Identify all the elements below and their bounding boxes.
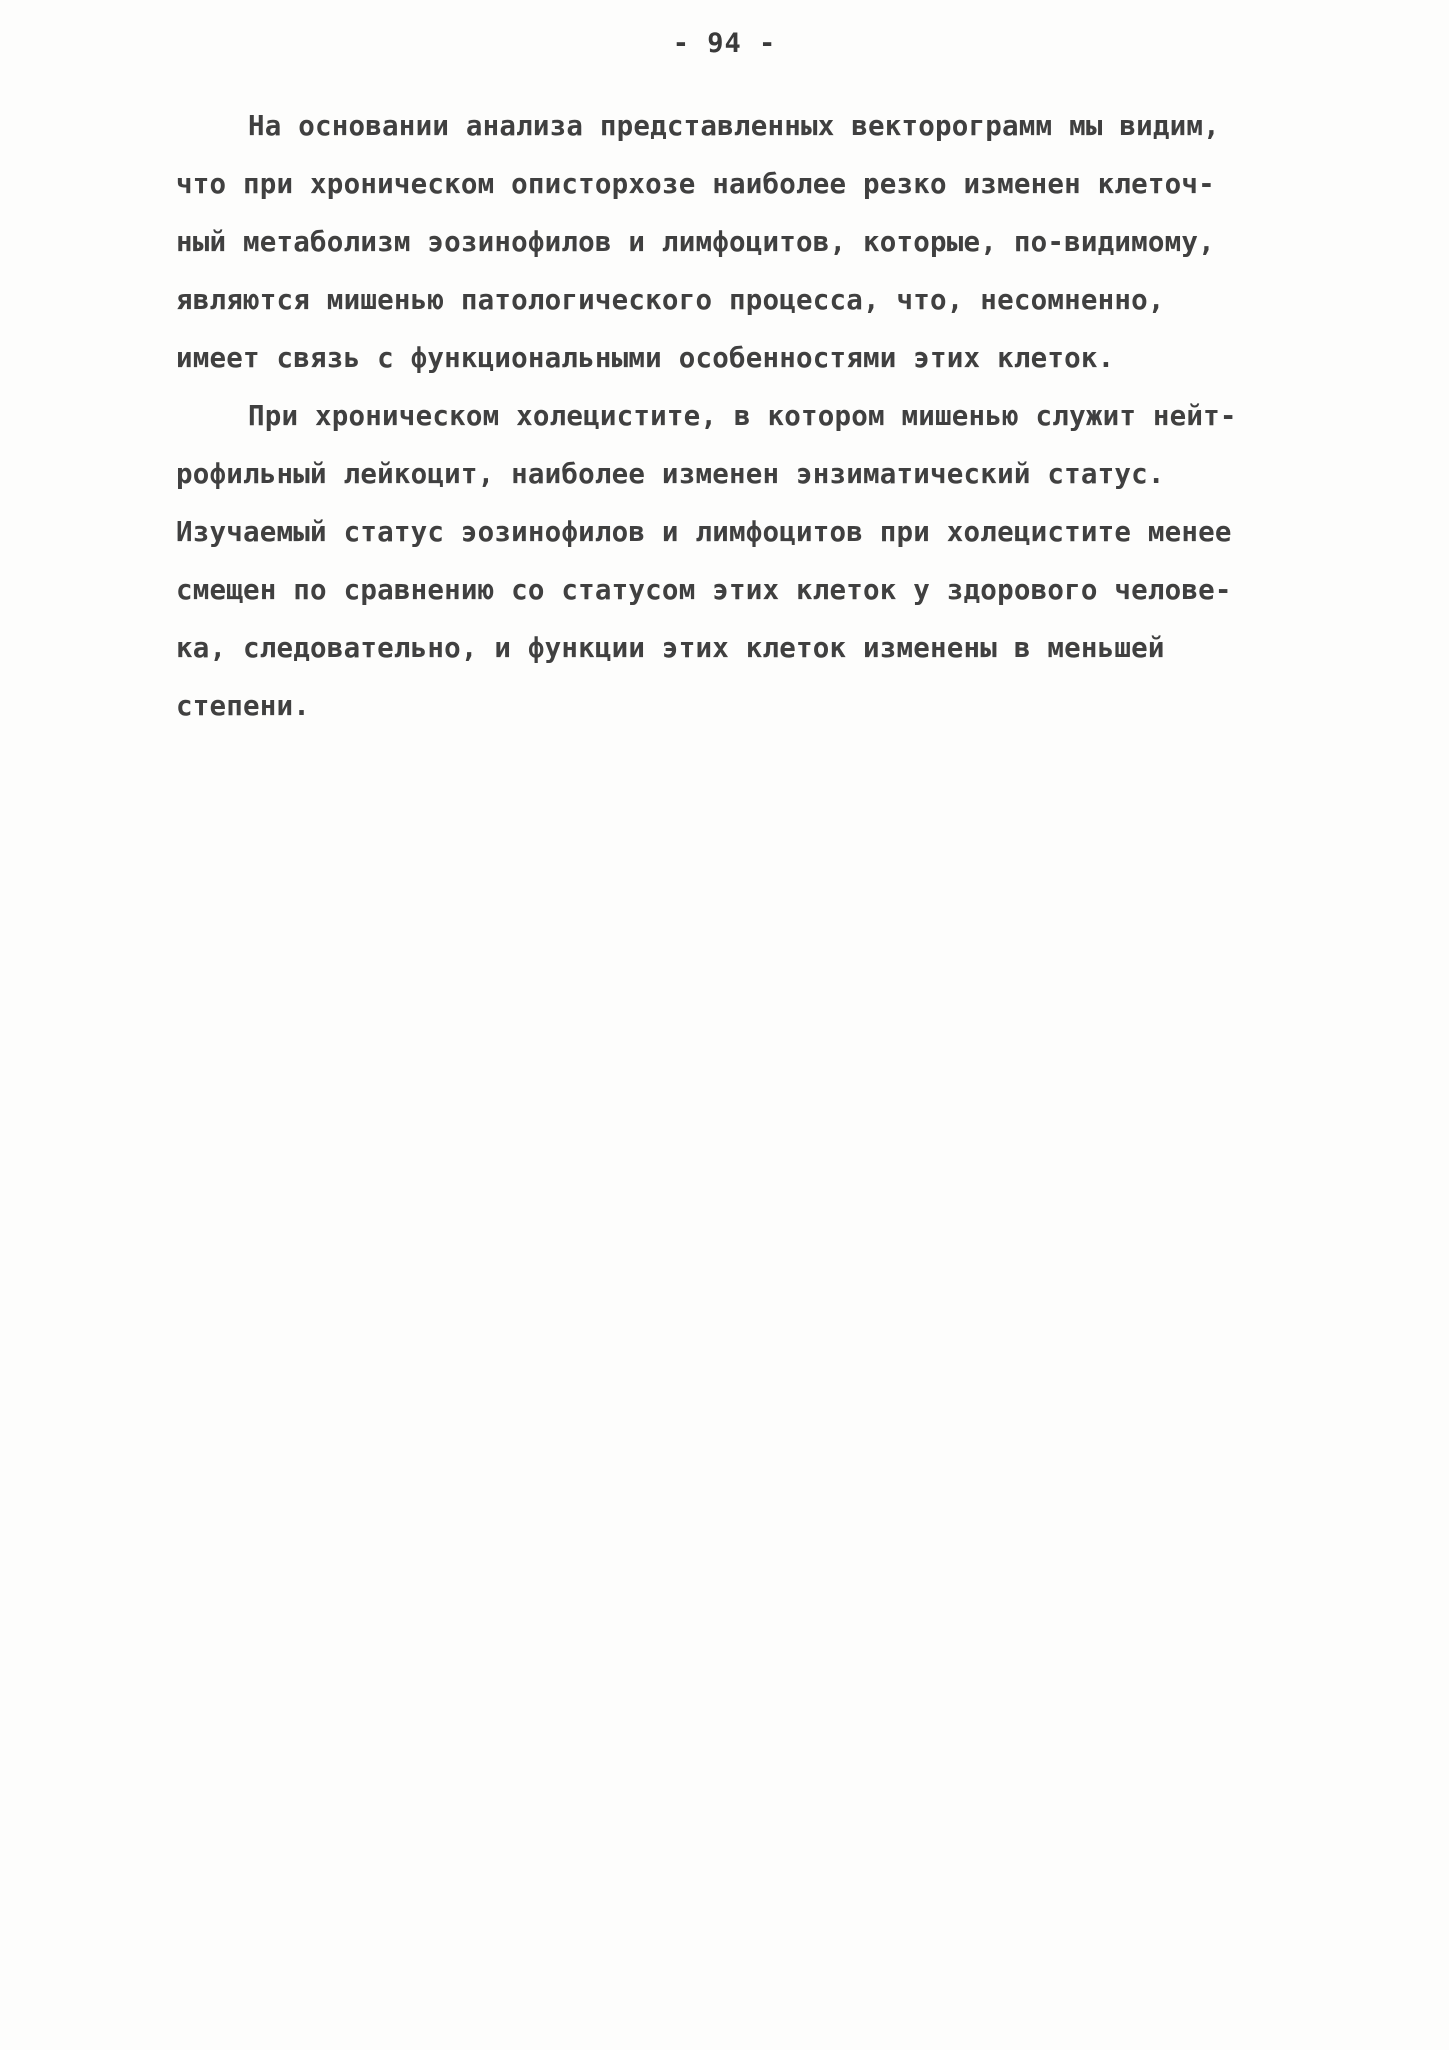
text-line: На основании анализа представленных векторограмм мы видим, bbox=[248, 110, 1220, 142]
text-line: являются мишенью патологического процесса, что, несомненно, bbox=[176, 284, 1165, 316]
text-line: Изучаемый статус эозинофилов и лимфоцитов при холецистите менее bbox=[176, 516, 1232, 548]
text-line: имеет связь с функциональными особенностями этих клеток. bbox=[176, 342, 1115, 374]
text-line: степени. bbox=[176, 690, 311, 722]
text-line: ный метаболизм эозинофилов и лимфоцитов, которые, по-видимому, bbox=[176, 226, 1215, 258]
text-line: смещен по сравнению со статусом этих клеток у здорового челове- bbox=[176, 574, 1232, 606]
page-number: - 94 - bbox=[672, 28, 777, 59]
text-line: ка, следовательно, и функции этих клеток изменены в меньшей bbox=[176, 632, 1165, 664]
text-line: При хроническом холецистите, в котором мишенью служит нейт- bbox=[248, 400, 1237, 432]
text-line: рофильный лейкоцит, наиболее изменен энзиматический статус. bbox=[176, 458, 1165, 490]
text-line: что при хроническом описторхозе наиболее резко изменен клеточ- bbox=[176, 168, 1215, 200]
